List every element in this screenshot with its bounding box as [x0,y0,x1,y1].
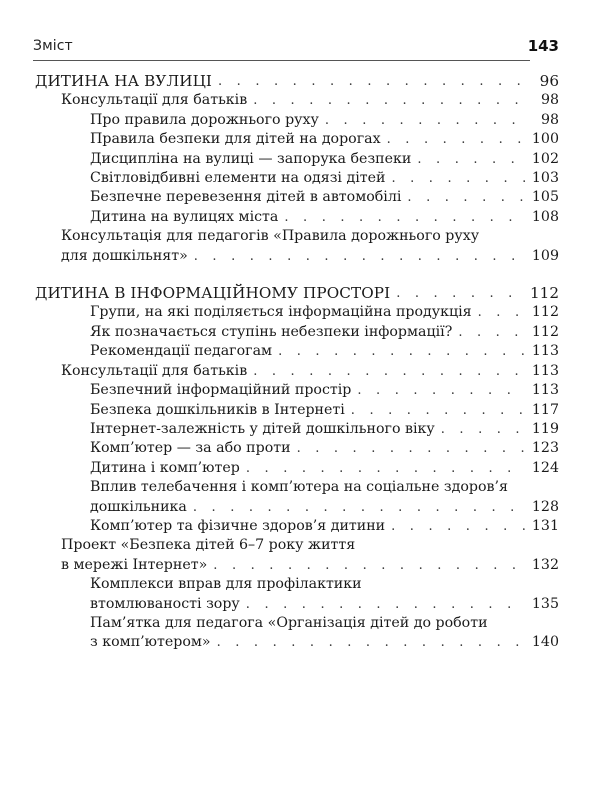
toc-entry[interactable] [35,459,559,478]
toc-entry[interactable] [35,420,559,439]
toc-entry-title-line2: втомлюваності зору [90,595,240,612]
toc-entry[interactable] [35,303,559,322]
toc-entry[interactable] [35,342,559,361]
toc-entry-page: 113 [531,382,559,399]
dot-leader [441,420,526,439]
dot-leader [391,169,525,188]
toc-entry-page: 132 [531,556,559,573]
toc-entry-title-line2: для дошкільнят» [61,247,188,264]
header-rule [33,60,530,61]
toc-entry-page: 98 [540,111,559,128]
section-spacer [35,266,559,284]
dot-leader [253,91,529,110]
toc-entry-page: 113 [531,362,559,379]
toc-entry-title: Інтернет-залежність у дітей дошкільного віку [90,420,435,437]
toc-entry-multiline[interactable] [35,575,559,614]
dot-leader [193,498,526,517]
dot-leader [218,72,529,91]
toc-entry-multiline[interactable] [35,536,559,575]
toc-entry[interactable] [35,188,559,207]
toc-entry[interactable] [35,150,559,169]
toc-entry-page: 119 [531,420,559,437]
toc-section-heading[interactable] [35,284,559,303]
dot-leader [351,401,526,420]
dot-leader [478,303,526,322]
toc-entry-title: Дитина на вулицях міста [90,208,279,225]
dot-leader [357,381,526,400]
toc-entry-title: Дитина і комп’ютер [90,459,240,476]
dot-leader [297,439,526,458]
toc-entry-page: 112 [530,284,559,303]
toc-entry-page: 113 [531,343,559,360]
toc-entry-page: 108 [531,208,559,225]
running-head-page-number: 143 [527,37,559,55]
toc-entry-title-line2: з комп’ютером» [90,634,211,651]
toc-entry-page: 112 [531,323,559,340]
dot-leader [407,188,526,207]
dot-leader [217,633,526,652]
toc-entry[interactable] [35,130,559,149]
toc-entry[interactable] [35,323,559,342]
toc-entry-page: 112 [531,304,559,321]
toc-entry-title: Безпечний інформаційний простір [90,382,352,399]
toc-entry-page: 103 [531,170,559,187]
toc-entry-title-line1: Консультація для педагогів «Правила дорожнього руху [61,228,480,245]
dot-leader [458,323,526,342]
toc-entry[interactable] [35,401,559,420]
toc-entry[interactable] [35,208,559,227]
toc-entry-title-line1: Проект «Безпека дітей 6–7 року життя [61,537,356,554]
toc-entry-title: Комп’ютер та фізичне здоров’я дитини [90,517,386,534]
toc-entry-title: Про правила дорожнього руху [90,111,319,128]
dot-leader [213,556,526,575]
dot-leader [387,130,526,149]
toc-entry-title-line1: Вплив телебачення і комп’ютера на соціальне здоров’я [90,479,508,496]
dot-leader [391,517,526,536]
toc-entry[interactable] [35,362,559,381]
dot-leader [253,362,526,381]
dot-leader [396,284,524,303]
toc-entry-multiline[interactable] [35,478,559,517]
toc-entry-title: Дисципліна на вулиці — запорука безпеки [90,150,412,167]
toc-entry-page: 131 [531,517,559,534]
toc-entry-page: 96 [539,72,559,90]
running-head-title: Зміст [33,38,73,54]
toc-entry[interactable] [35,517,559,536]
toc-entry[interactable] [35,91,559,110]
toc-entry-title: Рекомендації педагогам [90,343,273,360]
dot-leader [246,459,526,478]
toc-entry-title: Комп’ютер — за або проти [90,440,291,457]
toc-entry-page: 128 [531,498,559,515]
toc-entry-page: 140 [531,634,559,651]
dot-leader [325,111,529,130]
toc-entry[interactable] [35,111,559,130]
running-head [33,36,559,58]
toc-entry-title-line1: Пам’ятка для педагога «Організація дітей до роботи [90,614,488,631]
toc-entry[interactable] [35,439,559,458]
toc-entry-page: 105 [531,189,559,206]
toc-entry-title-line1: Комплекси вправ для профілактики [90,576,362,593]
toc-entry-page: 117 [531,401,559,418]
toc-section-heading[interactable] [35,72,559,91]
toc-entry-page: 123 [531,440,559,457]
toc-entry-page: 135 [531,595,559,612]
toc-entry-multiline[interactable] [35,227,559,266]
toc-entry-title: Консультації для батьків [61,92,248,109]
toc-entry-title-line2: в мережі Інтернет» [61,556,208,573]
dot-leader [278,342,526,361]
toc-entry-title: Групи, на які поділяється інформаційна продукція [90,304,472,321]
toc-entry[interactable] [35,169,559,188]
toc-entry-title: Безпека дошкільників в Інтернеті [90,401,345,418]
toc-entry-page: 124 [531,459,559,476]
toc-entry-title: Консультації для батьків [61,362,248,379]
toc-entry-title: Безпечне перевезення дітей в автомобілі [90,189,402,206]
toc-entry-title: Як позначається ступінь небезпеки інформації? [90,323,453,340]
dot-leader [246,595,526,614]
dot-leader [284,208,526,227]
toc-entry-title: ДИТИНА НА ВУЛИЦІ [35,72,213,90]
toc-entry-page: 109 [531,247,559,264]
toc-entry-page: 100 [531,131,559,148]
dot-leader [194,247,526,266]
toc-entry-multiline[interactable] [35,614,559,653]
toc-entry-title: ДИТИНА В ІНФОРМАЦІЙНОМУ ПРОСТОРІ [35,284,391,303]
table-of-contents [35,72,559,653]
toc-entry[interactable] [35,381,559,400]
toc-entry-title: Світловідбивні елементи на одязі дітей [90,170,386,187]
toc-entry-page: 98 [540,92,559,109]
toc-entry-page: 102 [531,150,559,167]
dot-leader [417,150,526,169]
toc-entry-title: Правила безпеки для дітей на дорогах [90,131,381,148]
toc-entry-title-line2: дошкільника [90,498,187,515]
